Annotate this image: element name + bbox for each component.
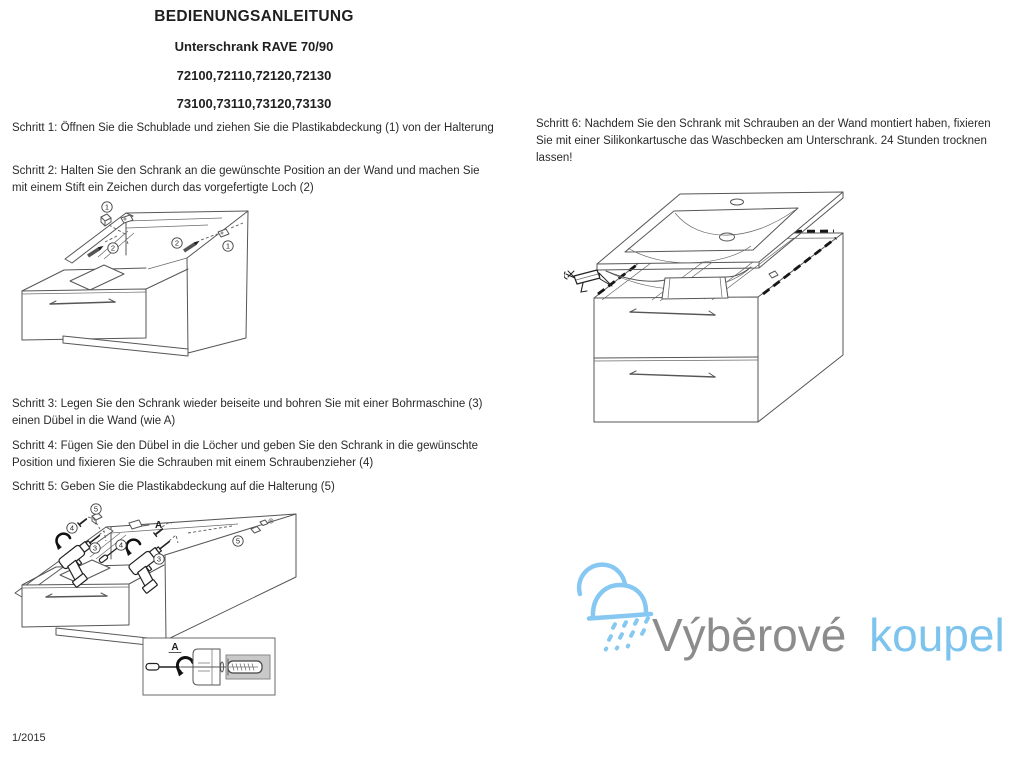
screw-icon xyxy=(78,517,88,526)
shower-icon xyxy=(579,565,651,652)
rotation-arrow-icon xyxy=(126,540,140,556)
callout-2-marker xyxy=(172,238,182,248)
model-numbers-row1: 72100,72110,72120,72130 xyxy=(176,67,332,83)
step-1-text: Schritt 1: Öffnen Sie die Schublade und ziehen Sie die Plastikabdeckung (1) von der Halterung xyxy=(12,122,494,134)
step-5-text: Schritt 5: Geben Sie die Plastikabdeckung auf die Halterung (5) xyxy=(12,481,335,493)
svg-text:3: 3 xyxy=(92,543,98,553)
callout-5-marker xyxy=(233,536,243,546)
detail-a-inset xyxy=(143,638,275,695)
svg-text:4: 4 xyxy=(118,540,124,550)
model-numbers-row2: 73100,73110,73120,73130 xyxy=(176,96,332,111)
clip-icon xyxy=(769,271,778,278)
svg-text:3: 3 xyxy=(156,554,162,564)
svg-text:1: 1 xyxy=(104,202,110,212)
callout-3-marker xyxy=(154,554,164,564)
svg-text:A: A xyxy=(155,520,163,531)
step-6-text: Schritt 6: Nachdem Sie den Schrank mit Schrauben an der Wand montiert haben, fixieren Sie mit einer Silikonkartusche das Waschbecken am Unterschrank. 24 Stunden trocknen lassen! xyxy=(536,118,991,164)
step-4-text: Schritt 4: Fügen Sie den Dübel in die Löcher und geben Sie den Schrank in die gewünschte Position und fixieren Sie die Schrauben mit einem Schraubenzieher (4) xyxy=(12,440,479,469)
callout-5-marker xyxy=(91,504,101,514)
caulk-gun-icon xyxy=(564,270,612,292)
callout-4-marker xyxy=(116,540,126,550)
callout-2-marker xyxy=(108,243,118,253)
washbasin-cabinet-diagram xyxy=(564,186,880,448)
svg-text:1: 1 xyxy=(225,241,231,251)
cabinet-open-drawer-diagram xyxy=(12,197,304,389)
brand-logo xyxy=(566,560,1024,678)
washbasin-slab xyxy=(597,192,843,270)
callout-1-marker xyxy=(223,241,233,251)
header-block xyxy=(56,8,452,111)
callout-3-marker xyxy=(90,543,100,553)
svg-text:2: 2 xyxy=(110,243,116,253)
brand-name-gray: Výběrové xyxy=(652,609,847,661)
page-title: BEDIENUNGSANLEITUNG xyxy=(154,8,354,25)
product-name: Unterschrank RAVE 70/90 xyxy=(174,39,334,54)
cabinet-line-art xyxy=(22,211,248,356)
plastic-cap-icon xyxy=(101,214,111,226)
callout-4-marker xyxy=(67,523,77,533)
callout-1-marker xyxy=(102,202,112,212)
page-number: 1/2015 xyxy=(12,732,46,744)
cabinet-mounting-diagram xyxy=(8,497,308,707)
svg-text:A: A xyxy=(171,642,179,653)
water-drops xyxy=(603,616,651,653)
brand-name xyxy=(652,609,1005,661)
svg-text:5: 5 xyxy=(235,536,241,546)
step-2-text: Schritt 2: Halten Sie den Schrank an die gewünschte Position an der Wand und machen Sie mit einem Stift ein Zeichen durch das vorgefertigte Loch (2) xyxy=(12,165,480,194)
detail-a-pointer xyxy=(129,520,162,531)
step-3-text: Schritt 3: Legen Sie den Schrank wieder beiseite und bohren Sie mit einer Bohrmaschine (3) einen Dübel in die Wand (wie A) xyxy=(12,398,483,427)
svg-text:4: 4 xyxy=(69,523,75,533)
rotation-arrow-icon xyxy=(56,534,70,550)
brand-name-blue: koupel xyxy=(869,609,1005,661)
svg-text:2: 2 xyxy=(174,238,180,248)
svg-text:5: 5 xyxy=(93,504,99,514)
